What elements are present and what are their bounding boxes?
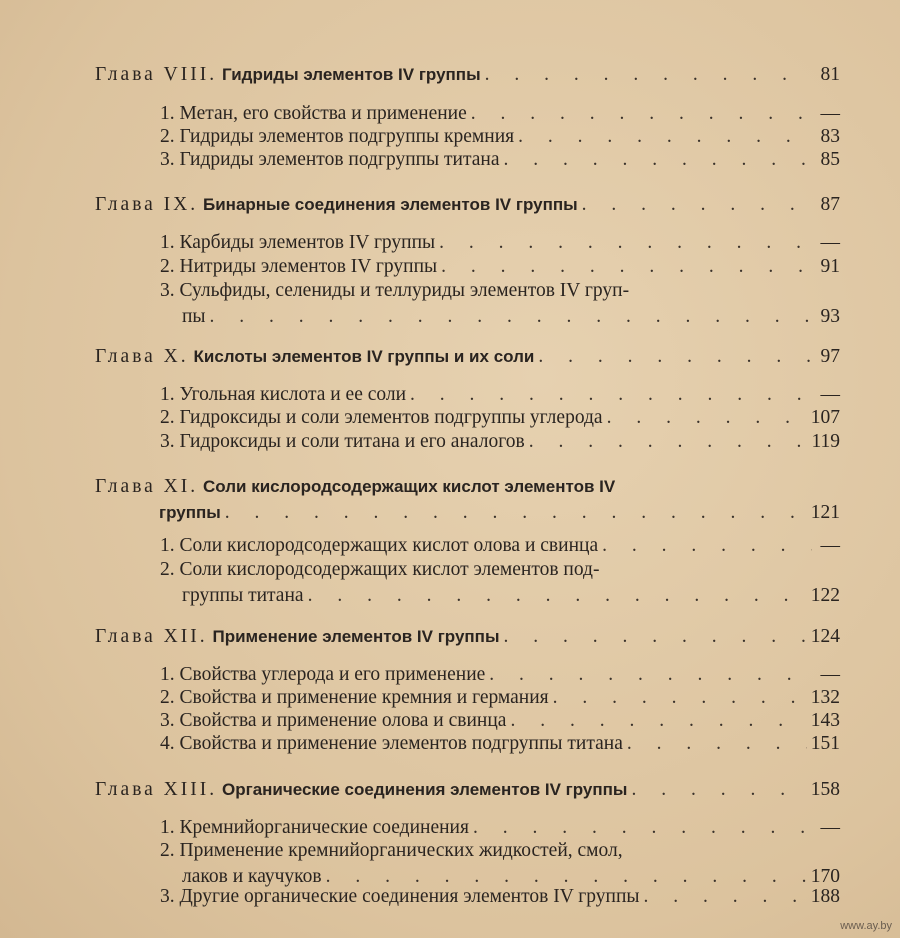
chapter-title: Гидриды элементов IV группы bbox=[222, 65, 481, 84]
toc-entry bbox=[160, 278, 840, 330]
toc-entry bbox=[160, 557, 840, 609]
toc-entry bbox=[160, 731, 840, 757]
chapter-title: Органические соединения элементов IV группы bbox=[222, 780, 628, 799]
page-number: 81 bbox=[820, 64, 840, 85]
page-number: 97 bbox=[820, 346, 840, 367]
entry-text-continued: пы bbox=[182, 306, 206, 327]
toc-entry bbox=[160, 429, 840, 455]
chapter-heading bbox=[95, 777, 840, 803]
page-number: — bbox=[820, 817, 840, 838]
page-number: 158 bbox=[810, 779, 840, 800]
page-number: 143 bbox=[810, 710, 840, 731]
leader-dots bbox=[582, 192, 812, 218]
toc-entry bbox=[160, 533, 840, 559]
chapter-label: Глава XI. bbox=[95, 476, 199, 497]
toc-entry bbox=[160, 230, 840, 256]
leader-dots bbox=[210, 304, 812, 330]
page-number: 107 bbox=[810, 407, 840, 428]
page-number: 85 bbox=[820, 149, 840, 170]
toc-entry bbox=[160, 838, 840, 890]
leader-dots bbox=[504, 147, 813, 173]
entry-text: 2. Гидриды элементов подгруппы кремния bbox=[160, 126, 515, 147]
entry-text: 2. Применение кремнийорганических жидкостей, смол, bbox=[160, 840, 623, 861]
page-number: — bbox=[820, 103, 840, 124]
page-number: 170 bbox=[810, 866, 840, 887]
leader-dots bbox=[485, 62, 812, 88]
entry-text: 2. Нитриды элементов IV группы bbox=[160, 256, 438, 277]
leader-dots bbox=[503, 624, 806, 650]
entry-text-continued: лаков и каучуков bbox=[182, 866, 322, 887]
leader-dots bbox=[627, 731, 807, 757]
chapter-heading bbox=[95, 192, 840, 218]
leader-dots bbox=[441, 254, 812, 280]
entry-text: 1. Карбиды элементов IV группы bbox=[160, 232, 436, 253]
page-number: 132 bbox=[810, 687, 840, 708]
entry-text: 3. Гидриды элементов подгруппы титана bbox=[160, 149, 500, 170]
chapter-heading bbox=[95, 624, 840, 650]
leader-dots bbox=[529, 429, 808, 455]
chapter-title: Соли кислородсодержащих кислот элементов IV bbox=[203, 477, 616, 496]
chapter-heading bbox=[95, 62, 840, 88]
leader-dots bbox=[439, 230, 812, 256]
page-number: 91 bbox=[820, 256, 840, 277]
chapter-title: Применение элементов IV группы bbox=[212, 627, 500, 646]
entry-text: 1. Свойства углерода и его применение bbox=[160, 664, 486, 685]
leader-dots bbox=[538, 344, 812, 370]
leader-dots bbox=[644, 884, 807, 910]
page-number: — bbox=[820, 384, 840, 405]
page-number: 124 bbox=[810, 626, 840, 647]
page-number: 122 bbox=[810, 585, 840, 606]
page-number: 188 bbox=[810, 886, 840, 907]
leader-dots bbox=[631, 777, 806, 803]
entry-text-continued: группы титана bbox=[182, 585, 304, 606]
chapter-label: Глава VIII. bbox=[95, 64, 218, 85]
leader-dots bbox=[607, 405, 807, 431]
chapter-label: Глава X. bbox=[95, 346, 189, 367]
leader-dots bbox=[225, 500, 807, 526]
entry-text: 2. Свойства и применение кремния и германия bbox=[160, 687, 549, 708]
page-number: 93 bbox=[820, 306, 840, 327]
page-number: 121 bbox=[810, 502, 840, 523]
chapter-heading bbox=[95, 474, 840, 526]
watermark: www.ay.by bbox=[840, 920, 892, 932]
chapter-heading bbox=[95, 344, 840, 370]
chapter-title: Кислоты элементов IV группы и их соли bbox=[193, 347, 535, 366]
page-number: 83 bbox=[820, 126, 840, 147]
entry-text: 1. Соли кислородсодержащих кислот олова и свинца bbox=[160, 535, 599, 556]
chapter-label: Глава IX. bbox=[95, 194, 199, 215]
entry-text: 1. Кремнийорганические соединения bbox=[160, 817, 469, 838]
page-number: 87 bbox=[820, 194, 840, 215]
entry-text: 3. Другие органические соединения элементов IV группы bbox=[160, 886, 640, 907]
entry-text: 3. Свойства и применение олова и свинца bbox=[160, 710, 507, 731]
entry-text: 1. Метан, его свойства и применение bbox=[160, 103, 467, 124]
entry-text: 4. Свойства и применение элементов подгруппы титана bbox=[160, 733, 623, 754]
entry-text: 3. Сульфиды, селениды и теллуриды элементов IV груп- bbox=[160, 280, 630, 301]
toc-entry bbox=[160, 147, 840, 173]
page-number: — bbox=[820, 232, 840, 253]
toc-entry bbox=[160, 405, 840, 431]
chapter-label: Глава XII. bbox=[95, 626, 208, 647]
toc-entry bbox=[160, 884, 840, 910]
chapter-title-continued: группы bbox=[159, 503, 221, 522]
chapter-title: Бинарные соединения элементов IV группы bbox=[203, 195, 578, 214]
page-number: 119 bbox=[811, 431, 840, 452]
entry-text: 3. Гидроксиды и соли титана и его аналогов bbox=[160, 431, 525, 452]
leader-dots bbox=[308, 583, 807, 609]
page-number: 151 bbox=[810, 733, 840, 754]
page-number: — bbox=[820, 664, 840, 685]
toc-entry bbox=[160, 254, 840, 280]
leader-dots bbox=[602, 533, 812, 559]
page-number: — bbox=[820, 535, 840, 556]
entry-text: 2. Гидроксиды и соли элементов подгруппы углерода bbox=[160, 407, 603, 428]
chapter-label: Глава XIII. bbox=[95, 779, 218, 800]
entry-text: 1. Угольная кислота и ее соли bbox=[160, 384, 407, 405]
entry-text: 2. Соли кислородсодержащих кислот элементов под- bbox=[160, 559, 600, 580]
